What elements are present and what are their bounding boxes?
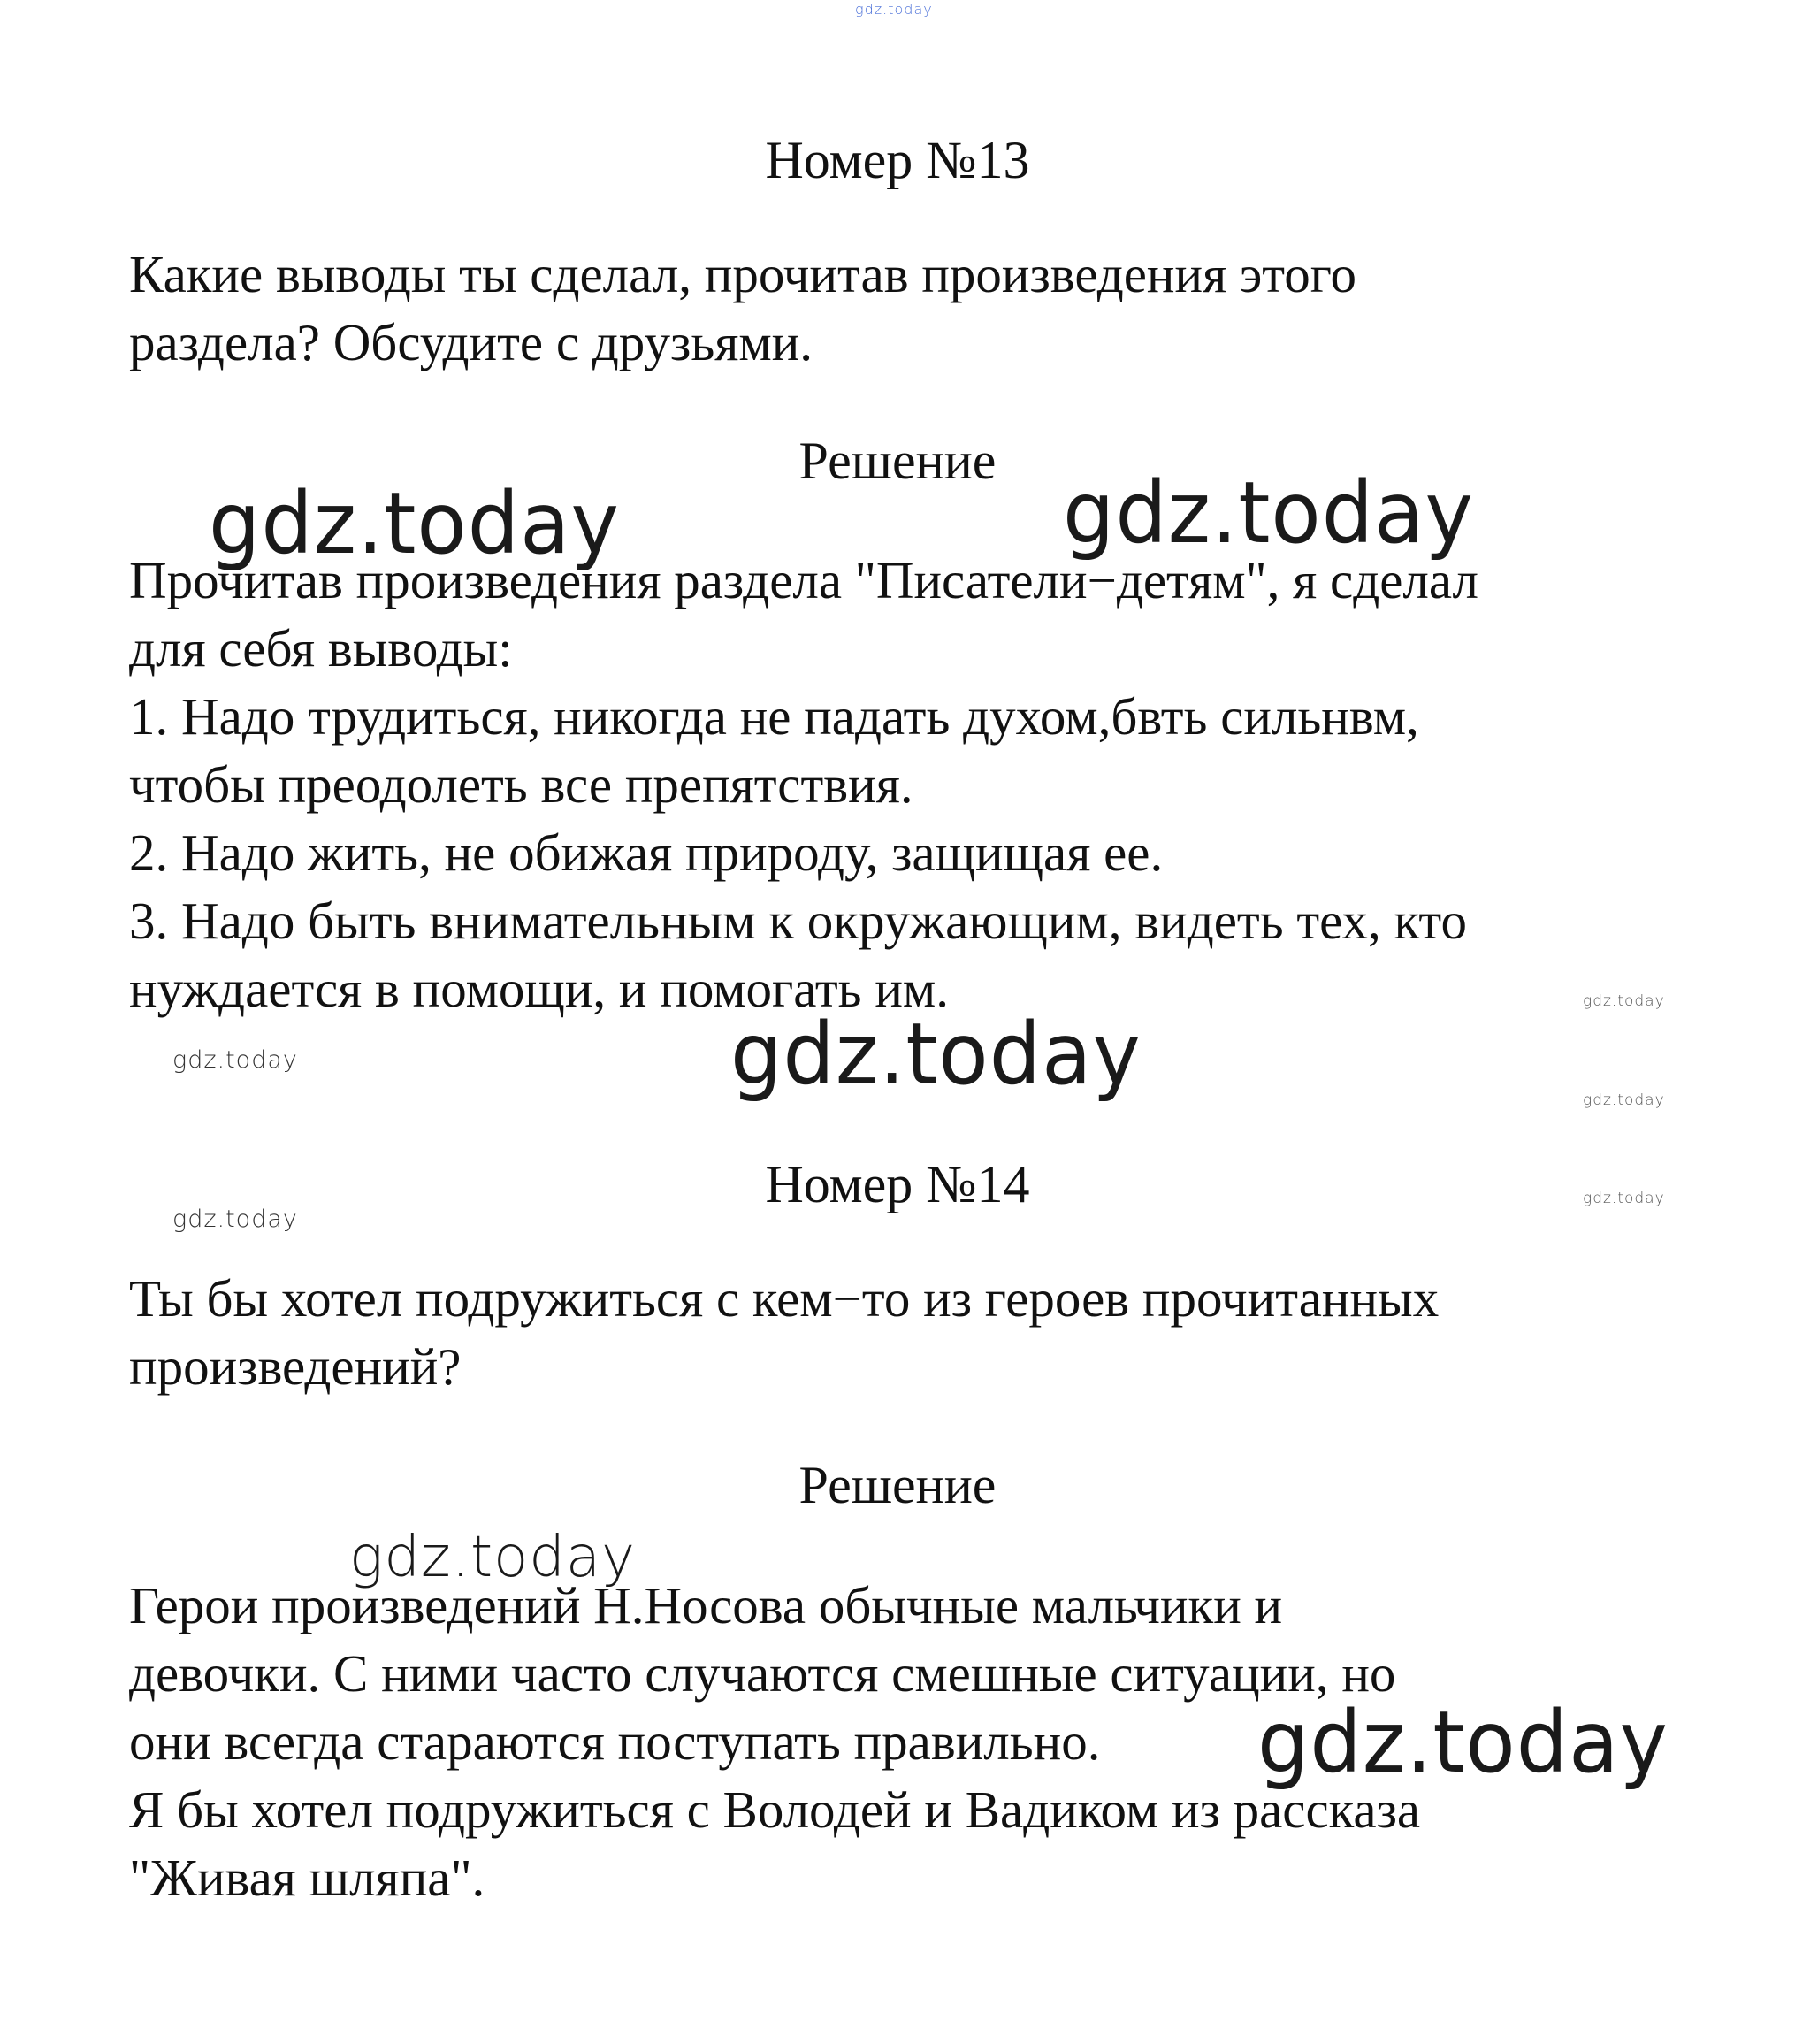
question-line: раздела? Обсудите с друзьями. (129, 313, 813, 371)
watermark-small: gdz.today (1583, 992, 1665, 1010)
section-13-answer (129, 547, 1721, 1023)
watermark-small: gdz.today (172, 1046, 298, 1074)
section-13-question (129, 241, 1721, 377)
answer-line: для себя выводы: (129, 619, 513, 678)
watermark-small: gdz.today (1583, 1190, 1665, 1207)
section-13-title: Номер №13 (765, 131, 1030, 189)
watermark-large: gdz.today (1063, 463, 1474, 563)
question-line: Ты бы хотел подружиться с кем−то из героев прочитанных (129, 1269, 1440, 1328)
question-line: Какие выводы ты сделал, прочитав произведения этого (129, 245, 1357, 303)
answer-line: Я бы хотел подружиться с Володей и Вадиком из рассказа (129, 1780, 1421, 1839)
answer-line: 1. Надо трудиться, никогда не падать духом,бвть сильнвм, (129, 687, 1419, 746)
watermark-large: gdz.today (209, 473, 620, 574)
watermark-small: gdz.today (172, 1206, 298, 1233)
answer-line: "Живая шляпа". (129, 1849, 485, 1907)
answer-line: чтобы преодолеть все препятствия. (129, 755, 913, 814)
answer-line: они всегда стараются поступать правильно. (129, 1712, 1101, 1771)
section-14-question (129, 1265, 1721, 1401)
answer-line: 2. Надо жить, не обижая природу, защищая ее. (129, 823, 1164, 882)
watermark-large: gdz.today (1257, 1692, 1669, 1793)
watermark-large: gdz.today (730, 1004, 1142, 1105)
watermark-medium: gdz.today (349, 1525, 636, 1590)
watermark-small: gdz.today (1583, 1091, 1665, 1109)
section-14-solution-label: Решение (798, 1456, 997, 1514)
answer-line: Герои произведений Н.Носова обычные мальчики и (129, 1576, 1283, 1634)
section-14-title: Номер №14 (765, 1155, 1030, 1213)
watermark-top: gdz.today (855, 1, 933, 18)
section-13-solution-label: Решение (798, 432, 997, 490)
question-line: произведений? (129, 1337, 462, 1396)
answer-line: Прочитав произведения раздела "Писатели−детям", я сделал (129, 551, 1478, 609)
answer-line: нуждается в помощи, и помогать им. (129, 960, 950, 1018)
answer-line: 3. Надо быть внимательным к окружающим, видеть тех, кто (129, 892, 1467, 950)
answer-line: девочки. С ними часто случаются смешные ситуации, но (129, 1644, 1396, 1703)
